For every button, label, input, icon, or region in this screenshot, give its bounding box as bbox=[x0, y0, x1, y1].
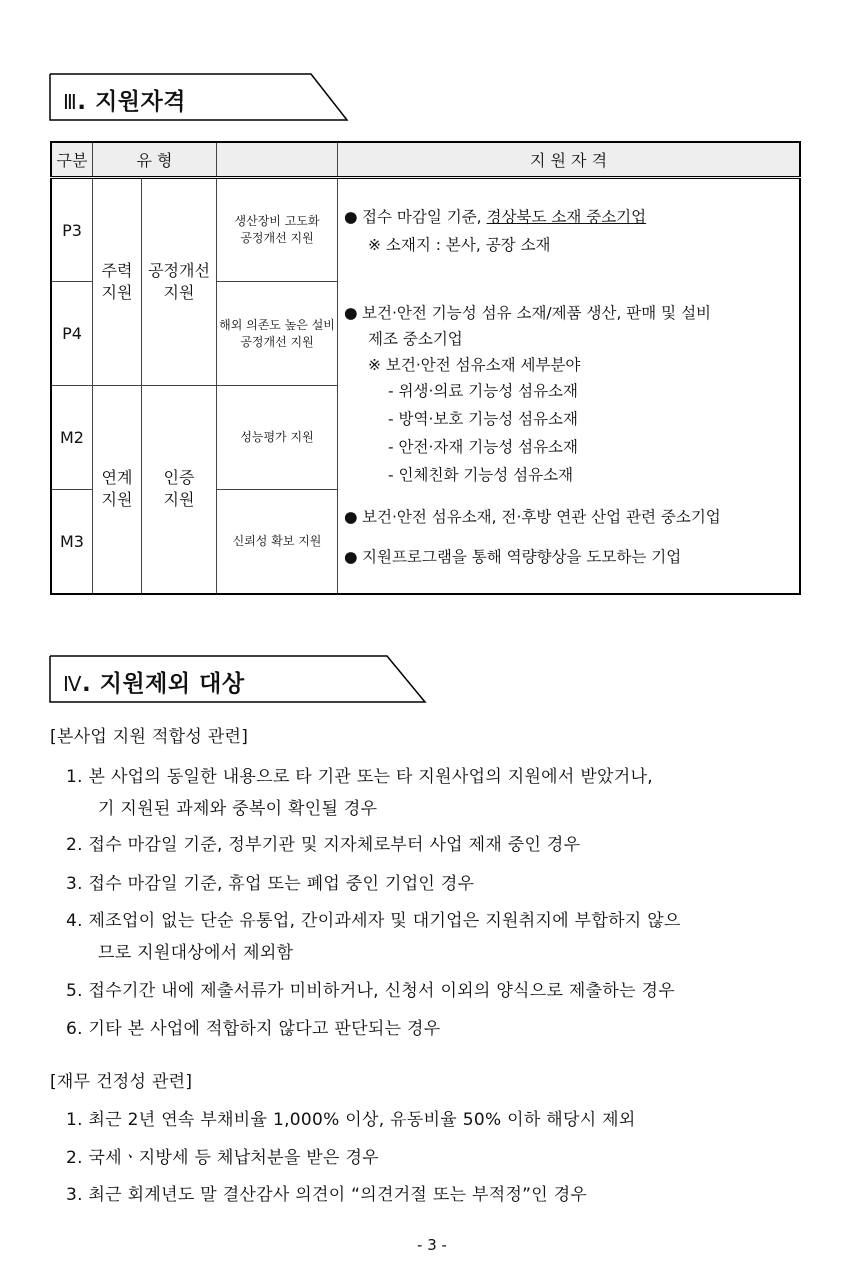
exclusion-item: 3. 접수 마감일 기준, 휴업 또는 폐업 중인 기업인 경우 bbox=[66, 874, 475, 894]
section-3-heading bbox=[49, 73, 349, 121]
type-text: 신뢰성 확보 지원 bbox=[232, 533, 322, 548]
section-4-title: 지원제외 대상 bbox=[99, 671, 245, 697]
category-sub-cell bbox=[142, 386, 217, 594]
bullet-icon: ● bbox=[344, 304, 358, 322]
qual-line bbox=[344, 545, 795, 567]
table-row bbox=[51, 178, 800, 282]
type-cell bbox=[217, 386, 338, 490]
exclusion-item-cont: 기 지원된 과제와 중복이 확인될 경우 bbox=[98, 799, 378, 819]
qual-sub-item: - 방역·보호 기능성 섬유소재 bbox=[388, 410, 579, 428]
exclusion-item-cont: 므로 지원대상에서 제외함 bbox=[98, 943, 294, 963]
header-qualification: 지 원 자 격 bbox=[338, 142, 801, 178]
qual-line bbox=[344, 301, 795, 323]
section-3-title-wrap bbox=[63, 83, 186, 116]
section-3-numeral: Ⅲ bbox=[63, 90, 78, 114]
qual-text: 지원프로그램을 통해 역량향상을 도모하는 기업 bbox=[362, 548, 682, 566]
category-sub-cell bbox=[142, 178, 217, 386]
type-text: 생산장비 고도화 bbox=[234, 214, 320, 228]
qual-note: ※ 소재지 : 본사, 공장 소재 bbox=[368, 236, 551, 254]
section-3-title: 지원자격 bbox=[95, 89, 186, 115]
exclusion-item: 2. 국세ㆍ지방세 등 체납처분을 받은 경우 bbox=[66, 1148, 379, 1168]
header-type-detail bbox=[217, 142, 338, 178]
exclusion-item: 4. 제조업이 없는 단순 유통업, 간이과세자 및 대기업은 지원취지에 부합하지 않으 bbox=[66, 911, 681, 931]
category-main-cell bbox=[93, 178, 142, 386]
exclusion-item: 5. 접수기간 내에 제출서류가 미비하거나, 신청서 이외의 양식으로 제출하는 경우 bbox=[66, 981, 675, 1001]
code-cell: P4 bbox=[51, 282, 93, 386]
category-main-cell bbox=[93, 386, 142, 594]
type-cell bbox=[217, 282, 338, 386]
section-3-dot: . bbox=[77, 89, 87, 115]
section-4-numeral: Ⅳ bbox=[63, 672, 82, 696]
qualification-cell bbox=[338, 178, 801, 594]
header-type-group: 유 형 bbox=[93, 142, 217, 178]
code-cell: M3 bbox=[51, 490, 93, 594]
exclusion-item: 1. 본 사업의 동일한 내용으로 타 기관 또는 타 지원사업의 지원에서 받았거나, bbox=[66, 767, 653, 787]
header-code: 구분 bbox=[51, 142, 93, 178]
code-cell: P3 bbox=[51, 178, 93, 282]
category-text: 인증 bbox=[163, 468, 195, 488]
qual-sub-item: - 인체친화 기능성 섬유소재 bbox=[388, 466, 574, 484]
qual-text: 보건·안전 섬유소재, 전·후방 연관 산업 관련 중소기업 bbox=[362, 508, 721, 526]
bullet-icon: ● bbox=[344, 508, 358, 526]
type-text: 해외 의존도 높은 설비 bbox=[219, 317, 335, 332]
code-cell: M2 bbox=[51, 386, 93, 490]
category-text: 지원 bbox=[163, 283, 195, 302]
exclusion-item: 6. 기타 본 사업에 적합하지 않다고 판단되는 경우 bbox=[66, 1019, 441, 1039]
category-text: 연계 bbox=[101, 468, 133, 488]
bullet-icon: ● bbox=[344, 208, 358, 226]
type-text: 공정개선 지원 bbox=[240, 334, 314, 349]
type-cell bbox=[217, 178, 338, 282]
bullet-icon: ● bbox=[344, 548, 358, 566]
qual-line bbox=[344, 205, 795, 227]
qual-text: 접수 마감일 기준, bbox=[362, 208, 487, 226]
category-text: 지원 bbox=[163, 490, 195, 510]
exclusion-item: 3. 최근 회계년도 말 결산감사 의견이 “의견거절 또는 부적정”인 경우 bbox=[66, 1185, 588, 1205]
table-header-row bbox=[51, 142, 800, 178]
category-text: 지원 bbox=[101, 283, 133, 302]
qual-text: 보건·안전 기능성 섬유 소재/제품 생산, 판매 및 설비 bbox=[362, 304, 712, 322]
group-2-title: [재무 건정성 관련] bbox=[50, 1072, 193, 1092]
qualification-table bbox=[50, 141, 801, 595]
qual-sub-item: - 위생·의료 기능성 섬유소재 bbox=[388, 382, 579, 400]
type-text: 공정개선 지원 bbox=[240, 231, 314, 245]
qual-line bbox=[344, 505, 795, 527]
section-4-title-wrap bbox=[63, 665, 245, 698]
section-4-heading bbox=[49, 655, 429, 703]
category-text: 공정개선 bbox=[148, 261, 210, 280]
qual-text: 제조 중소기업 bbox=[368, 330, 463, 348]
type-text: 성능평가 지원 bbox=[240, 430, 314, 444]
category-text: 주력 bbox=[101, 261, 133, 280]
type-cell bbox=[217, 490, 338, 594]
category-text: 지원 bbox=[101, 490, 133, 510]
qual-note: ※ 보건·안전 섬유소재 세부분야 bbox=[368, 356, 581, 374]
group-1-title: [본사업 지원 적합성 관련] bbox=[50, 727, 249, 747]
qual-sub-item: - 안전·자재 기능성 섬유소재 bbox=[388, 438, 579, 456]
qual-emphasis: 경상북도 소재 중소기업 bbox=[486, 208, 647, 226]
exclusion-item: 2. 접수 마감일 기준, 정부기관 및 지자체로부터 사업 제재 중인 경우 bbox=[66, 835, 581, 855]
page-number: - 3 - bbox=[417, 1236, 447, 1254]
exclusion-item: 1. 최근 2년 연속 부채비율 1,000% 이상, 유동비율 50% 이하 해당시 제외 bbox=[66, 1110, 636, 1130]
qualification-content bbox=[338, 179, 799, 592]
section-4-dot: . bbox=[81, 671, 92, 697]
